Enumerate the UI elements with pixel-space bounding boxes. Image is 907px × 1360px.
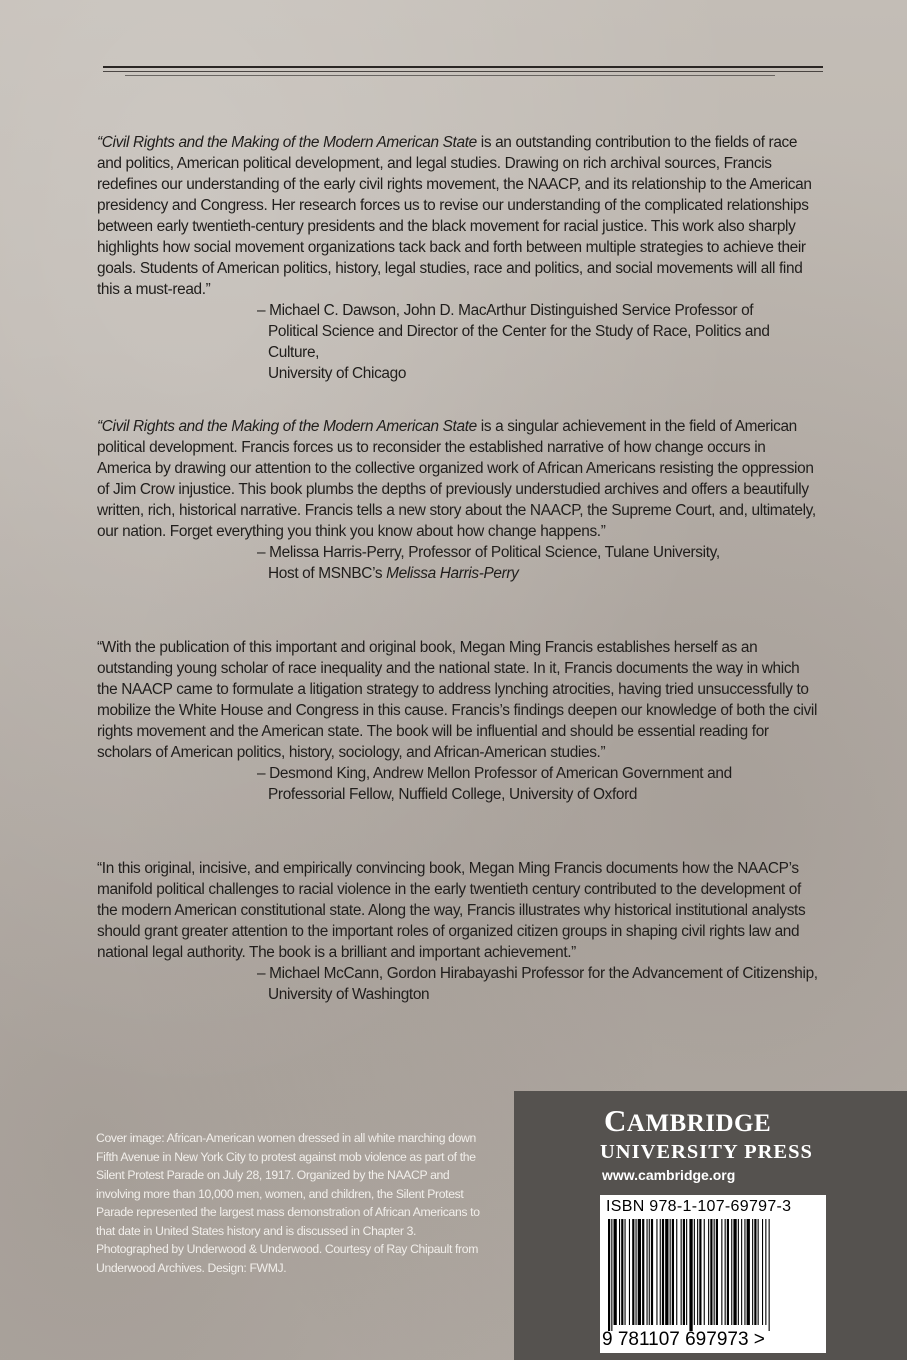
barcode-bar: [721, 1219, 722, 1325]
barcode-bar: [611, 1219, 612, 1331]
attribution-line: Political Science and Director of the Center for the Study of Race, Politics and Culture,: [268, 323, 770, 361]
endorsement-king: [97, 637, 819, 805]
barcode-bar: [765, 1219, 766, 1325]
publisher-url[interactable]: www.cambridge.org: [602, 1167, 736, 1183]
barcode-bar: [699, 1219, 701, 1325]
barcode: [600, 1195, 826, 1353]
barcode-bar: [651, 1219, 653, 1325]
endorsement-body: is a singular achievement in the field of American political development. Francis forces us to reconsider the established narrative of how change occurs in America by drawing our attention to the collective organized work of African Americans resisting the oppression of Jim Crow injustice. This book plumbs the depths of previously understudied archives and offers a beautifully written, rich, historical narrative. Francis tells a new story about the NAACP, the Supreme Court, and, ultimately, our nation. Forget everything you think you know about how change happens.”: [97, 418, 816, 540]
barcode-bar: [762, 1219, 763, 1325]
cover-image-credit: Cover image: African-American women dressed in all white marching down Fifth Avenue in New York City to protest against mob violence as part of the Silent Protest Parade on July 28, 1917. Organized by the NAACP and involving more than 10,000 men, women, and children, the Silent Protest Parade represented the largest mass demonstration of African Americans to that date in United States history and is discussed in Chapter 3. Photographed by Underwood & Underwood. Courtesy of Ray Chipault from Underwood Archives. Design: FWMJ.: [96, 1131, 480, 1275]
barcode-bar: [686, 1219, 687, 1325]
barcode-bar: [708, 1219, 709, 1325]
barcode-bar: [625, 1219, 626, 1325]
attribution-prefix: Host of MSNBC’s: [268, 565, 387, 582]
attribution-line: Professorial Fellow, Nuffield College, University of Oxford: [268, 786, 638, 803]
barcode-bar: [656, 1219, 657, 1325]
barcode-bar: [754, 1219, 756, 1325]
barcode-bar: [647, 1219, 648, 1325]
attribution-line: [257, 563, 819, 584]
endorsement-body: is an outstanding contribution to the fields of race and politics, American political development, and legal studies. Drawing on rich archival sources, Francis redefines our understanding of the early civil rights movement, the NAACP, and its relationship to the American presidency and Congress. Her research forces us to revise our understanding of the complicated relationships between early twentieth-century presidents and the black movement for racial justice. This work also sharply highlights how social movement organizations tack back and forth between multiple strategies to achieve their goals. Students of American politics, history, legal studies, race and politics, and social movements will all find this a must-read.”: [97, 134, 812, 298]
barcode-bar: [681, 1219, 682, 1325]
barcode-bars-icon: [608, 1219, 820, 1331]
endorsement-dawson: [97, 132, 819, 384]
barcode-digits-text: 9 781107 697973 >: [602, 1329, 765, 1350]
barcode-bar: [716, 1219, 718, 1325]
barcode-bar: [660, 1219, 661, 1325]
barcode-bar: [731, 1219, 732, 1325]
barcode-bar: [697, 1219, 698, 1325]
barcode-bar: [614, 1219, 617, 1325]
barcode-bar: [636, 1219, 637, 1325]
attribution-line: – Michael C. Dawson, John D. MacArthur Distinguished Service Professor of: [257, 302, 754, 319]
barcode-bar: [714, 1219, 715, 1325]
barcode-bar: [694, 1219, 695, 1325]
barcode-bar: [744, 1219, 745, 1325]
attribution-line: University of Chicago: [268, 365, 407, 382]
barcode-bar: [649, 1219, 650, 1325]
endorsement-body: “In this original, incisive, and empirically convincing book, Megan Ming Francis documents how the NAACP’s manifold political challenges to racial violence in the early twentieth century contributed to the development of the modern American constitutional state. Along the way, Francis illustrates why historical institutional analysts should grant greater attention to the important roles of organized citizen groups in shaping civil rights law and national legal authority. The book is a brilliant and important achievement.”: [97, 860, 806, 961]
barcode-bar: [662, 1219, 664, 1325]
top-rule-thin: [103, 71, 823, 72]
barcode-bar: [632, 1219, 634, 1325]
barcode-bar: [619, 1219, 620, 1325]
endorsement-harris-perry: [97, 416, 819, 584]
book-title: “Civil Rights and the Making of the Modern American State: [97, 418, 477, 435]
barcode-bar: [621, 1219, 623, 1325]
barcode-bar: [710, 1219, 712, 1325]
endorsement-text: [97, 132, 819, 300]
barcode-bar: [733, 1219, 736, 1325]
publisher-press: UNIVERSITY PRESS: [600, 1141, 813, 1163]
attribution-line: – Desmond King, Andrew Mellon Professor of American Government and: [257, 765, 732, 782]
barcode-bar: [672, 1219, 674, 1325]
isbn-label: ISBN 978-1-107-69797-3: [606, 1198, 792, 1215]
barcode-bar: [741, 1219, 742, 1325]
barcode-bar: [747, 1219, 750, 1325]
barcode-bar: [758, 1219, 759, 1325]
barcode-bar: [704, 1219, 705, 1325]
endorsement-body: “With the publication of this important and original book, Megan Ming Francis establishes herself as an outstanding young scholar of race inequality and the national state. In it, Francis documents the way in which the NAACP came to formulate a litigation strategy to address lynching atrocities, having tried unsuccessfully to mobilize the White House and Congress in this cause. Francis’s findings deepen our knowledge of both the civil rights movement and the American state. The book will be influential and should be essential reading for scholars of American politics, history, sociology, and African-American studies.”: [97, 639, 818, 761]
publisher-logo: CAMBRIDGE: [604, 1103, 772, 1138]
barcode-bar: [727, 1219, 729, 1325]
barcode-bar: [608, 1219, 610, 1331]
barcode-bar: [725, 1219, 726, 1325]
barcode-bar: [676, 1219, 677, 1325]
endorsement-text: [97, 416, 819, 542]
barcode-bar: [670, 1219, 671, 1325]
attribution-line: University of Washington: [268, 986, 430, 1003]
attribution-line: – Melissa Harris-Perry, Professor of Political Science, Tulane University,: [257, 544, 720, 561]
barcode-bar: [638, 1219, 641, 1325]
barcode-bar: [769, 1219, 770, 1331]
attribution-line: – Michael McCann, Gordon Hirabayashi Professor for the Advancement of Citizenship,: [257, 965, 818, 982]
publisher-panel: [514, 1091, 907, 1360]
barcode-bar: [665, 1219, 668, 1325]
barcode-bar: [689, 1219, 692, 1331]
book-title: “Civil Rights and the Making of the Modern American State: [97, 134, 477, 151]
barcode-bar: [642, 1219, 644, 1325]
show-title: Melissa Harris-Perry: [386, 565, 519, 582]
barcode-bar: [629, 1219, 630, 1325]
endorsement-mccann: [97, 858, 819, 1005]
top-rule: [103, 66, 823, 68]
top-rule-faint: [125, 75, 775, 76]
barcode-bar: [738, 1219, 739, 1325]
barcode-bar: [752, 1219, 753, 1325]
barcode-bar: [683, 1219, 685, 1325]
